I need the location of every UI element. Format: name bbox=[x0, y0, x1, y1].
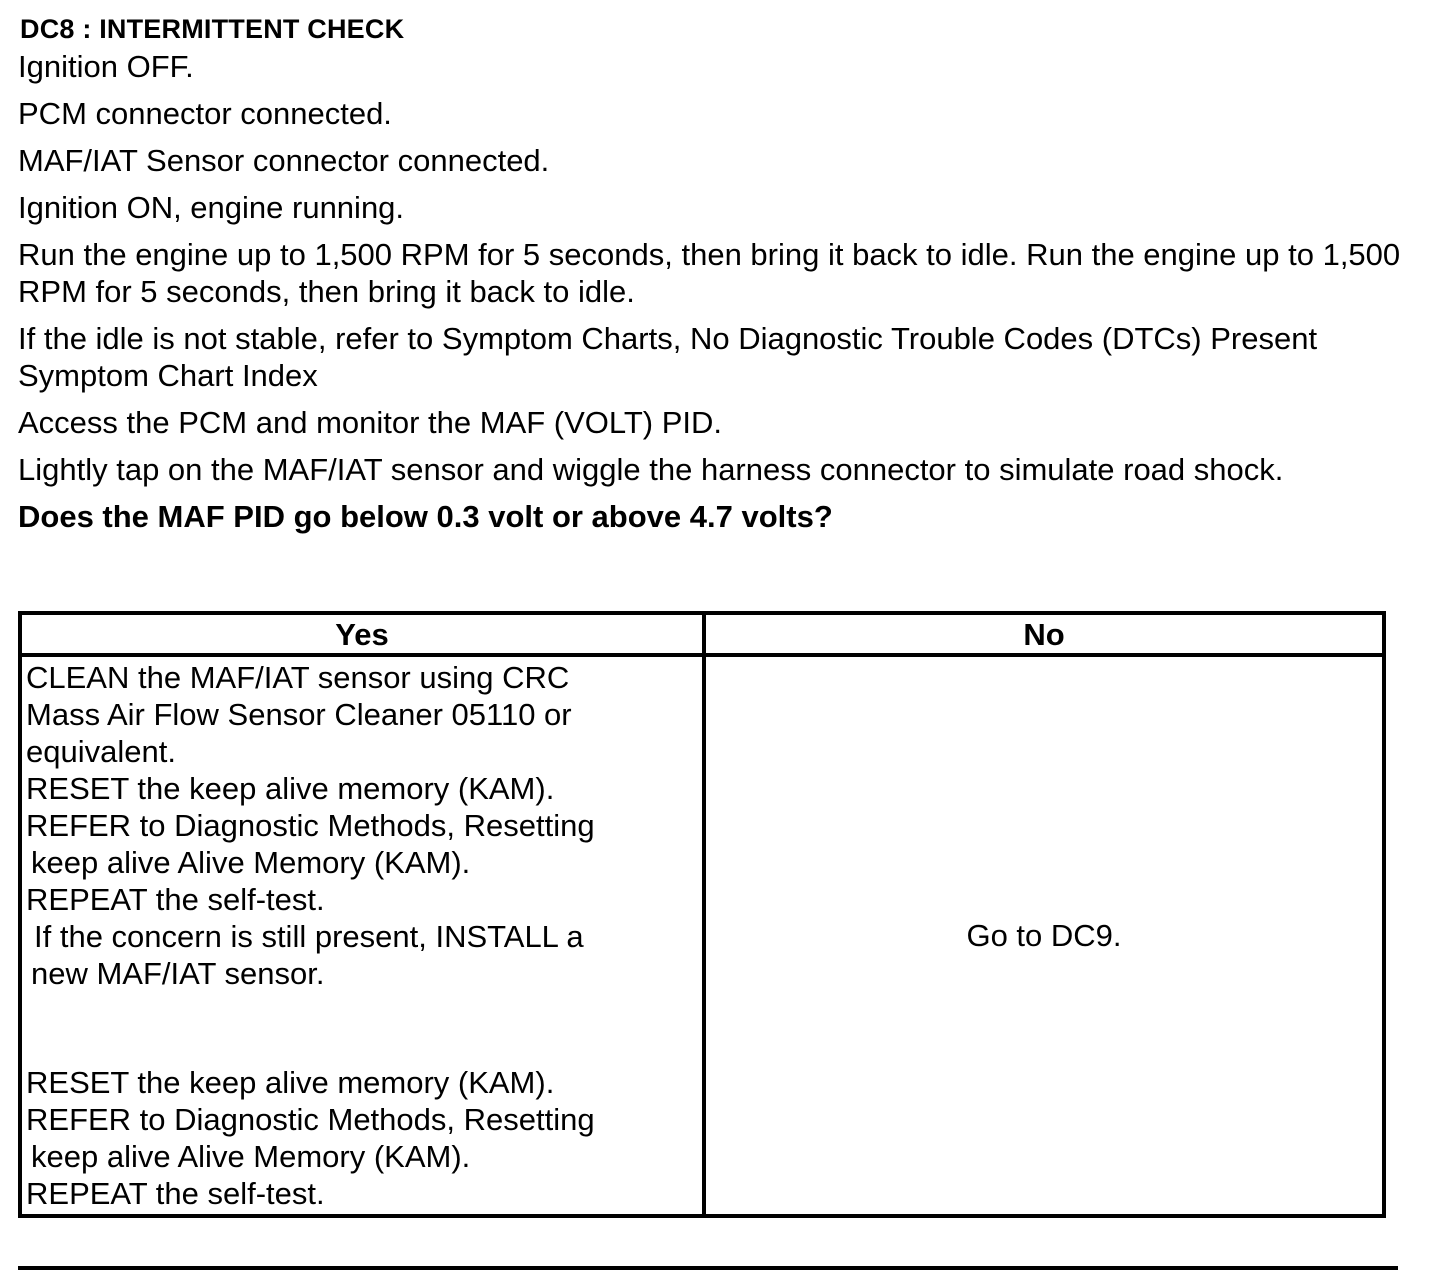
step-item: If the idle is not stable, refer to Symptom Charts, No Diagnostic Trouble Codes (DTCs) Present Symptom Chart Index bbox=[18, 321, 1318, 393]
table-header-row bbox=[20, 613, 1384, 655]
spacer bbox=[26, 992, 698, 1064]
yes-action-line: REPEAT the self-test. bbox=[26, 1176, 325, 1211]
step-item: Run the engine up to 1,500 RPM for 5 seconds, then bring it back to idle. Run the engine up to 1,500 RPM for 5 seconds, then bring it back to idle. bbox=[18, 237, 1401, 309]
yes-action-line: RESET the keep alive memory (KAM). bbox=[26, 771, 555, 806]
yes-action-line: If the concern is still present, INSTALL a bbox=[34, 919, 584, 954]
step-item: Ignition OFF. bbox=[18, 49, 194, 84]
yes-action-line: RESET the keep alive memory (KAM). bbox=[26, 1065, 555, 1100]
no-action-text: Go to DC9. bbox=[966, 918, 1122, 953]
yes-action-line: keep alive Alive Memory (KAM). bbox=[31, 1139, 471, 1174]
bottom-divider bbox=[18, 1266, 1398, 1270]
yes-action-line: keep alive Alive Memory (KAM). bbox=[31, 845, 471, 880]
step-item: PCM connector connected. bbox=[18, 96, 392, 131]
no-action-cell bbox=[704, 655, 1384, 1216]
yes-action-line: REFER to Diagnostic Methods, Resetting bbox=[26, 1102, 595, 1137]
step-item: MAF/IAT Sensor connector connected. bbox=[18, 143, 550, 178]
procedure-steps bbox=[18, 48, 1418, 488]
yes-action-line: new MAF/IAT sensor. bbox=[31, 956, 325, 991]
step-item: Lightly tap on the MAF/IAT sensor and wiggle the harness connector to simulate road shock. bbox=[18, 452, 1284, 487]
table-row bbox=[20, 655, 1384, 1216]
page-title: DC8 : INTERMITTENT CHECK bbox=[20, 14, 405, 44]
yes-action-line: CLEAN the MAF/IAT sensor using CRC bbox=[26, 660, 570, 695]
yes-action-line: Mass Air Flow Sensor Cleaner 05110 or bbox=[26, 697, 572, 732]
document-page bbox=[18, 10, 1418, 535]
step-item: Ignition ON, engine running. bbox=[18, 190, 405, 225]
no-header: No bbox=[704, 613, 1384, 655]
yes-header: Yes bbox=[20, 613, 704, 655]
yes-action-line: equivalent. bbox=[26, 734, 176, 769]
result-table bbox=[18, 611, 1386, 1218]
test-question: Does the MAF PID go below 0.3 volt or above 4.7 volts? bbox=[18, 499, 833, 534]
yes-action-line: REFER to Diagnostic Methods, Resetting bbox=[26, 808, 595, 843]
yes-action-cell bbox=[20, 655, 704, 1216]
step-item: Access the PCM and monitor the MAF (VOLT) PID. bbox=[18, 405, 723, 440]
yes-action-line: REPEAT the self-test. bbox=[26, 882, 325, 917]
